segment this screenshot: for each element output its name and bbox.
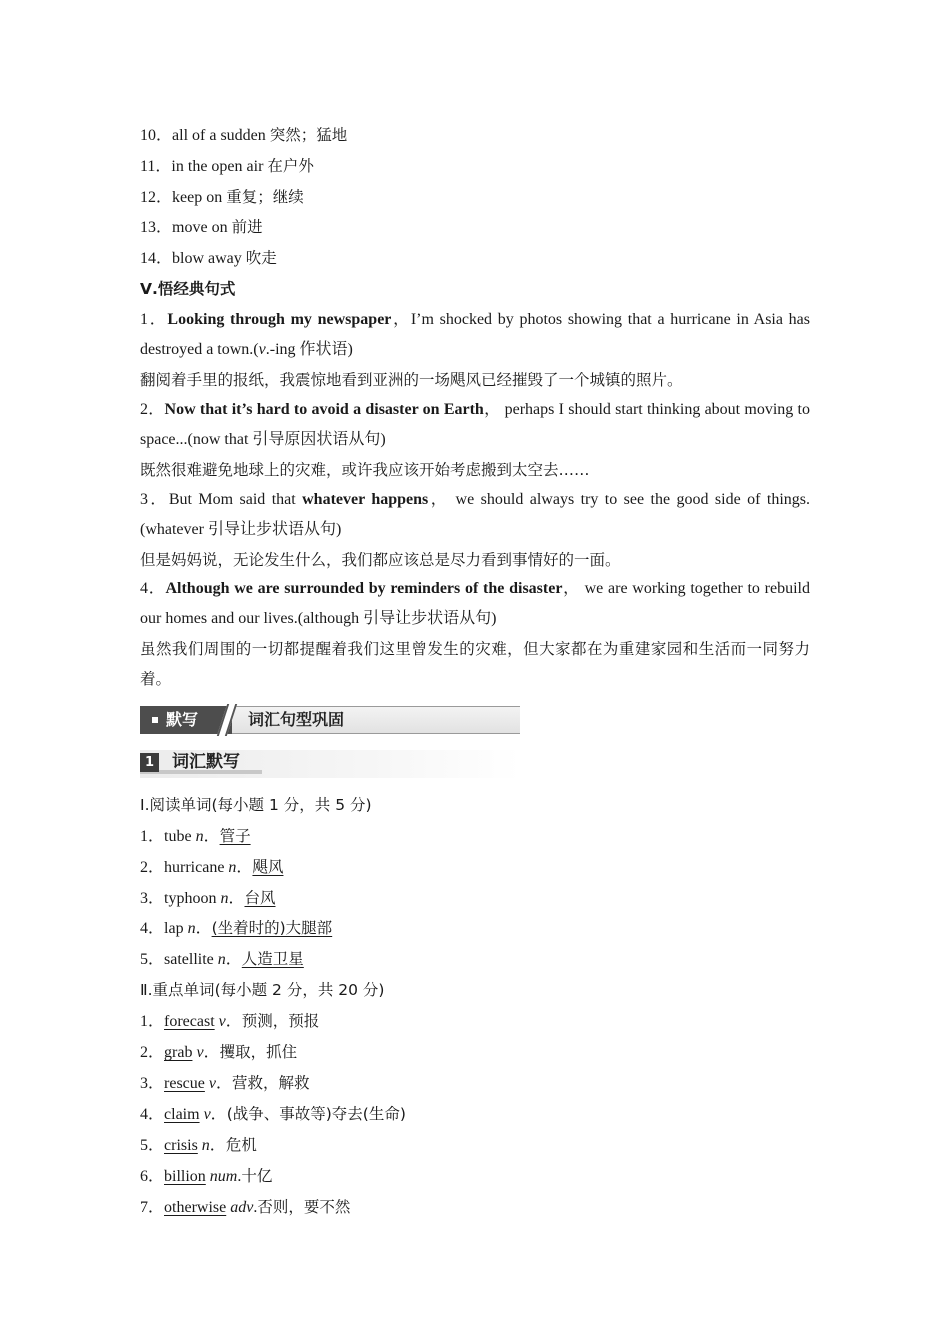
list-item: 2．grab v．攫取，抓住 (140, 1043, 298, 1061)
phrase-item: 13．move on 前进 (140, 218, 263, 236)
list-item: 3．typhoon n．台风 (140, 889, 276, 907)
list-item: 7．otherwise adv.否则，要不然 (140, 1198, 351, 1216)
phrase-item: 14．blow away 吹走 (140, 249, 277, 267)
sentence-4-translation: 虽然我们周围的一切都提醒着我们这里曾发生的灾难，但大家都在为重建家园和生活而一同努力着。 (140, 640, 810, 688)
sentence-2: 2．Now that it’s hard to avoid a disaster on Earth， perhaps I should start thinking about moving to space...(now that 引导原因状语从句) (140, 401, 810, 448)
sentence-3-translation: 但是妈妈说，无论发生什么，我们都应该总是尽力看到事情好的一面。 (140, 551, 621, 569)
list-item: 5．satellite n．人造卫星 (140, 950, 304, 968)
list-item: 1．forecast v．预测，预报 (140, 1012, 320, 1030)
list-item: 6．billion num.十亿 (140, 1167, 273, 1185)
phrase-item: 12．keep on 重复；继续 (140, 188, 304, 206)
list-item: 4．claim v．(战争、事故等)夺去(生命) (140, 1105, 406, 1123)
sentence-2-translation: 既然很难避免地球上的灾难，或许我应该开始考虑搬到太空去…… (140, 461, 590, 479)
sentence-1: 1．Looking through my newspaper，I’m shocked by photos showing that a hurricane in Asia has destroyed a town.(v.-ing 作状语) (140, 311, 811, 358)
sentence-3: 3．But Mom said that whatever happens， we should always try to see the good side of things. (whatever 引导让步状语从句) (140, 491, 810, 538)
sentence-4: 4．Although we are surrounded by reminders of the disaster， we are working together to rebuild our homes and our lives.(although 引导让步状语从句) (140, 580, 810, 627)
number-badge-icon: 1 (140, 753, 159, 772)
phrase-item: 10．all of a sudden 突然；猛地 (140, 126, 348, 144)
square-bullet-icon (152, 717, 158, 723)
list-item: 1．tube n．管子 (140, 827, 251, 845)
sentence-1-translation: 翻阅着手里的报纸，我震惊地看到亚洲的一场飓风已经摧毁了一个城镇的照片。 (140, 371, 683, 389)
section-banner (140, 706, 520, 734)
list-item: 4．lap n．(坐着时的)大腿部 (140, 919, 333, 937)
phrase-item: 11．in the open air 在户外 (140, 157, 314, 175)
part2-title: Ⅱ.重点单词(每小题 2 分，共 20 分) (140, 981, 385, 999)
sub-header (140, 750, 520, 778)
part1-title: Ⅰ.阅读单词(每小题 1 分，共 5 分) (140, 796, 372, 814)
list-item: 5．crisis n．危机 (140, 1136, 257, 1154)
sub-header-title: 词汇默写 (172, 752, 240, 772)
list-item: 2．hurricane n．飓风 (140, 858, 284, 876)
section-title: Ⅴ.悟经典句式 (140, 280, 236, 298)
banner-label: 默写 (166, 710, 199, 729)
list-item: 3．rescue v．营救，解救 (140, 1074, 310, 1092)
banner-title: 词汇句型巩固 (248, 710, 345, 729)
